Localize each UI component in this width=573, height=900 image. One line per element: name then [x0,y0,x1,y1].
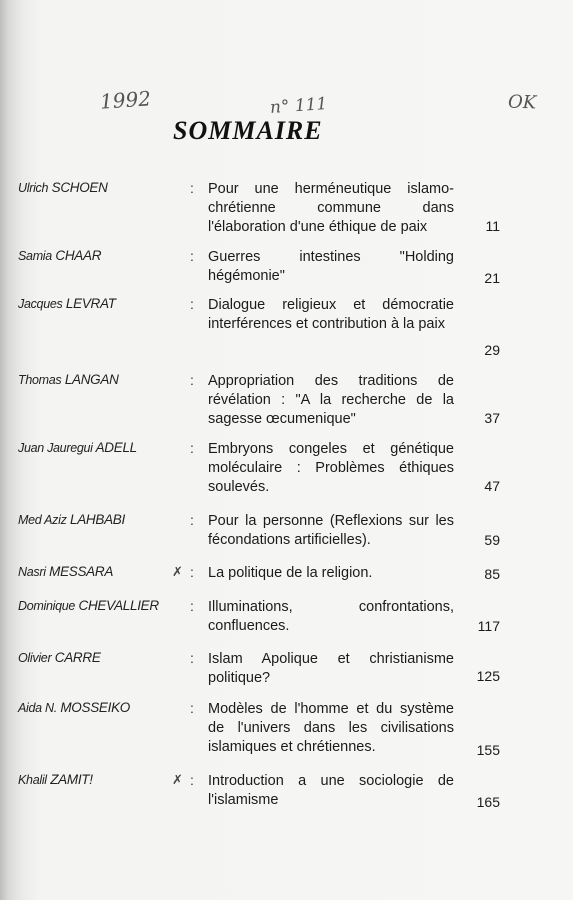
author-last-name: CHEVALLIER [78,598,159,613]
separator-colon: : [190,650,194,666]
author-name [18,772,93,787]
article-title: Embryons congeles et génétique moléculaire : Problèmes éthiques soulevés. [208,441,454,495]
author-name [18,180,108,195]
page-number: 117 [477,618,500,634]
article-title: Islam Apolique et christianisme politique? [208,651,454,686]
separator-colon: : [190,564,194,580]
page-number: 125 [476,668,500,684]
author-last-name: MOSSEIKO [60,700,130,715]
article-title: Appropriation des traditions de révélation : "A la recherche de la sagesse œcumenique" [208,373,454,427]
author-last-name: ZAMIT! [50,772,93,787]
article-title: Introduction a une sociologie de l'islamisme [208,773,454,808]
author-first-name: Aida N. [18,701,57,715]
separator-colon: : [190,372,194,388]
handwritten-ok: OK [507,91,537,114]
author-name [18,512,125,527]
separator-colon: : [190,772,194,788]
article-title: Dialogue religieux et démocratie interférences et contribution à la paix [208,297,454,332]
handwritten-year: 1992 [99,86,152,114]
handwritten-issue-number: n° 111 [269,94,328,118]
page-number: 37 [484,410,500,426]
author-name [18,700,130,715]
author-last-name: LEVRAT [65,296,116,311]
author-name [18,598,159,613]
page-number: 85 [484,566,500,582]
author-first-name: Olivier [18,651,52,665]
page-number: 11 [485,218,500,234]
separator-colon: : [190,248,194,264]
article-title: Pour la personne (Reflexions sur les fécondations artificielles). [208,513,454,548]
article-title: Pour une herméneutique islamo-chrétienne commune dans l'élaboration d'une éthique de paix [208,181,454,235]
author-first-name: Samia [18,249,52,263]
author-first-name: Med Aziz [18,513,67,527]
author-name [18,372,119,387]
article-title: Modèles de l'homme et du système de l'univers dans les civilisations islamiques et chrétiennes. [208,701,454,755]
separator-colon: : [190,440,194,456]
author-name [18,440,137,455]
author-first-name: Thomas [18,373,62,387]
separator-colon: : [190,180,194,196]
handwritten-check-mark: ✗ [172,772,183,787]
article-title: Guerres intestines "Holding hégémonie" [208,249,454,284]
author-first-name: Nasri [18,565,46,579]
article-title: Illuminations, confrontations, confluences. [208,599,454,634]
author-name [18,650,101,665]
page-number: 29 [484,342,500,358]
separator-colon: : [190,598,194,614]
page-number: 21 [484,270,500,286]
author-last-name: LANGAN [64,372,119,387]
author-first-name: Jacques [18,297,63,311]
author-first-name: Khalil [18,773,47,787]
author-name [18,564,113,579]
author-last-name: CHAAR [55,248,102,263]
author-last-name: LAHBABI [70,512,125,527]
article-title: La politique de la religion. [208,565,373,581]
author-last-name: SCHOEN [51,180,108,195]
page-number: 59 [484,532,500,548]
separator-colon: : [190,512,194,528]
handwritten-check-mark: ✗ [172,564,183,579]
separator-colon: : [190,296,194,312]
author-name [18,296,116,311]
author-first-name: Juan Jauregui [18,441,93,455]
page-number: 165 [476,794,500,810]
page-number: 47 [484,478,500,494]
author-first-name: Dominique [18,599,76,613]
author-name [18,248,101,263]
page-title: SOMMAIRE [173,116,323,145]
separator-colon: : [190,700,194,716]
author-last-name: MESSARA [49,564,114,579]
page-number: 155 [476,742,500,758]
author-last-name: CARRE [54,650,101,665]
author-first-name: Ulrich [18,181,49,195]
author-last-name: ADELL [95,440,137,455]
